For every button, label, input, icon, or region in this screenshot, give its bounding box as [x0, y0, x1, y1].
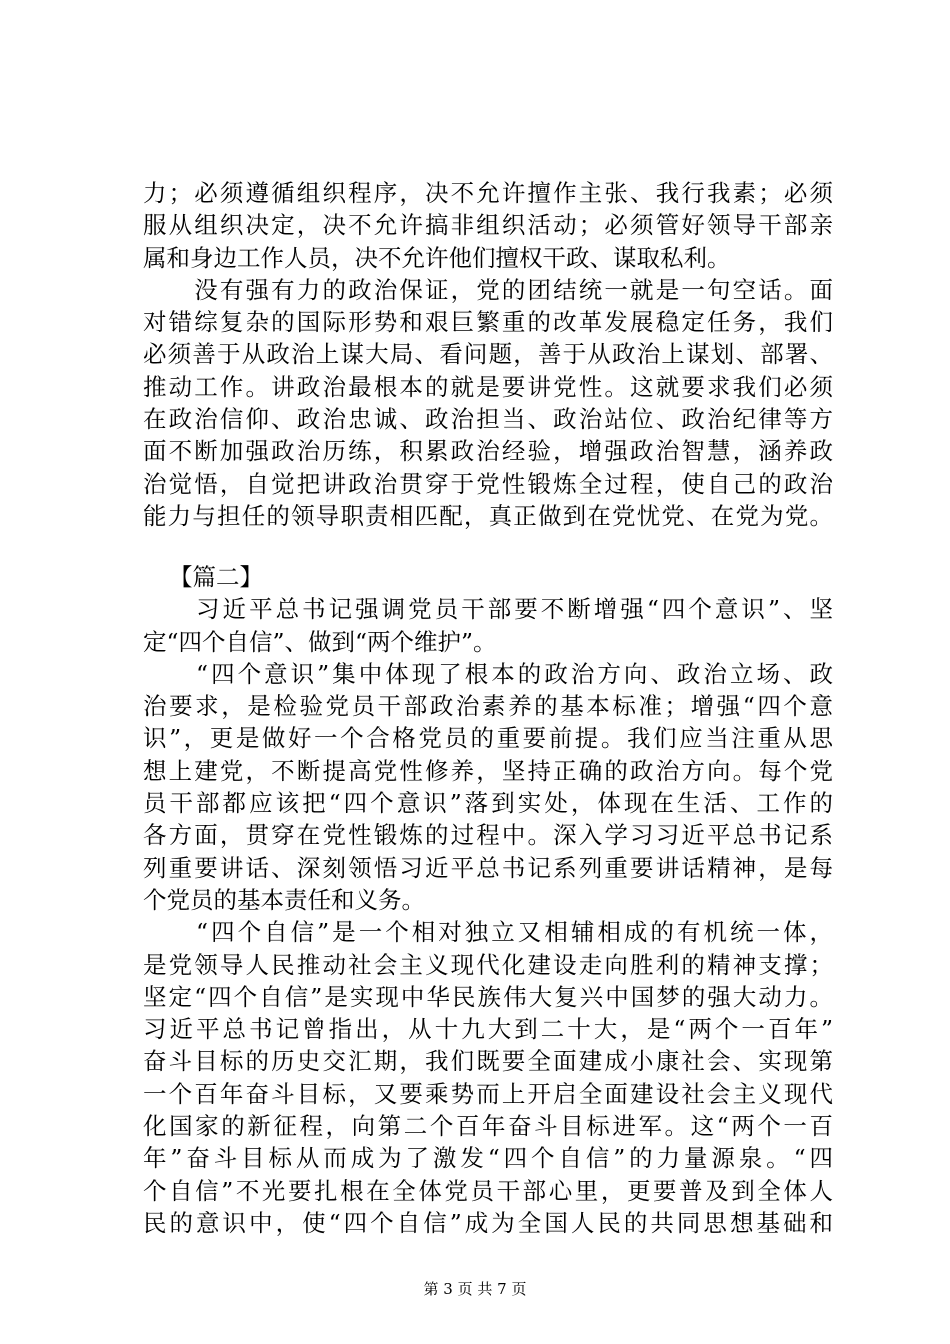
text-line: 对错综复杂的国际形势和艰巨繁重的改革发展稳定任务，我们: [143, 308, 833, 337]
text-line: 民的意识中，使“四个自信”成为全国人民的共同思想基础和: [143, 1208, 833, 1237]
text-line: 员干部都应该把“四个意识”落到实处，体现在生活、工作的: [143, 789, 833, 818]
text-line: 识”，更是做好一个合格党员的重要前提。我们应当注重从思: [143, 724, 833, 753]
text-line: 在政治信仰、政治忠诚、政治担当、政治站位、政治纪律等方: [143, 405, 833, 434]
text-line: 定“四个自信”、做到“两个维护”。: [143, 627, 497, 656]
paragraph: [143, 658, 833, 916]
paragraph: [143, 916, 833, 1239]
text-line: 推动工作。讲政治最根本的就是要讲党性。这就要求我们必须: [143, 372, 833, 401]
text-line: 服从组织决定，决不允许搞非组织活动；必须管好领导干部亲: [143, 211, 833, 240]
text-line: “四个意识”集中体现了根本的政治方向、政治立场、政: [143, 659, 833, 688]
text-line: 必须善于从政治上谋大局、看问题，善于从政治上谋划、部署、: [143, 340, 833, 369]
text-line: 力；必须遵循组织程序，决不允许擅作主张、我行我素；必须: [143, 179, 833, 207]
text-line: 面不断加强政治历练，积累政治经验，增强政治智慧，涵养政: [143, 437, 833, 466]
text-line: “四个自信”是一个相对独立又相辅相成的有机统一体，: [143, 918, 833, 947]
text-line: 个自信”不光要扎根在全体党员干部心里，更要普及到全体人: [143, 1176, 833, 1205]
text-line: 列重要讲话、深刻领悟习近平总书记系列重要讲话精神，是每: [143, 853, 833, 882]
paragraph-gap: [143, 532, 833, 561]
text-line: 习近平总书记曾指出，从十九大到二十大，是“两个一百年”: [143, 1015, 833, 1044]
text-line: 坚定“四个自信”是实现中华民族伟大复兴中国梦的强大动力。: [143, 982, 833, 1011]
text-line: 治要求，是检验党员干部政治素养的基本标准；增强“四个意: [143, 692, 833, 721]
paragraph: [143, 593, 833, 658]
text-line: 各方面，贯穿在党性锻炼的过程中。深入学习习近平总书记系: [143, 821, 833, 850]
section-heading: 【篇二】: [169, 563, 263, 592]
text-line: 属和身边工作人员，决不允许他们擅权干政、谋取私利。: [143, 243, 731, 272]
text-line: 个党员的基本责任和义务。: [143, 885, 425, 914]
paragraph: [143, 274, 833, 532]
page-number-footer: 第 3 页 共 7 页: [423, 1280, 527, 1298]
text-line: 没有强有力的政治保证，党的团结统一就是一句空话。面: [143, 275, 833, 304]
text-line: 一个百年奋斗目标，又要乘势而上开启全面建设社会主义现代: [143, 1079, 833, 1108]
text-line: 想上建党，不断提高党性修养，坚持正确的政治方向。每个党: [143, 756, 833, 785]
text-line: 奋斗目标的历史交汇期，我们既要全面建成小康社会、实现第: [143, 1047, 833, 1076]
text-line: 年”奋斗目标从而成为了激发“四个自信”的力量源泉。“四: [143, 1144, 833, 1173]
text-line: 是党领导人民推动社会主义现代化建设走向胜利的精神支撑；: [143, 950, 833, 979]
text-line: 能力与担任的领导职责相匹配，真正做到在党忧党、在党为党。: [143, 501, 833, 530]
paragraph: [143, 177, 833, 274]
text-line: 治觉悟，自觉把讲政治贯穿于党性锻炼全过程，使自己的政治: [143, 469, 833, 498]
text-line: 习近平总书记强调党员干部要不断增强“四个意识”、坚: [143, 595, 833, 624]
text-line: 化国家的新征程，向第二个百年奋斗目标进军。这“两个一百: [143, 1112, 833, 1141]
body-text: [143, 177, 833, 1239]
